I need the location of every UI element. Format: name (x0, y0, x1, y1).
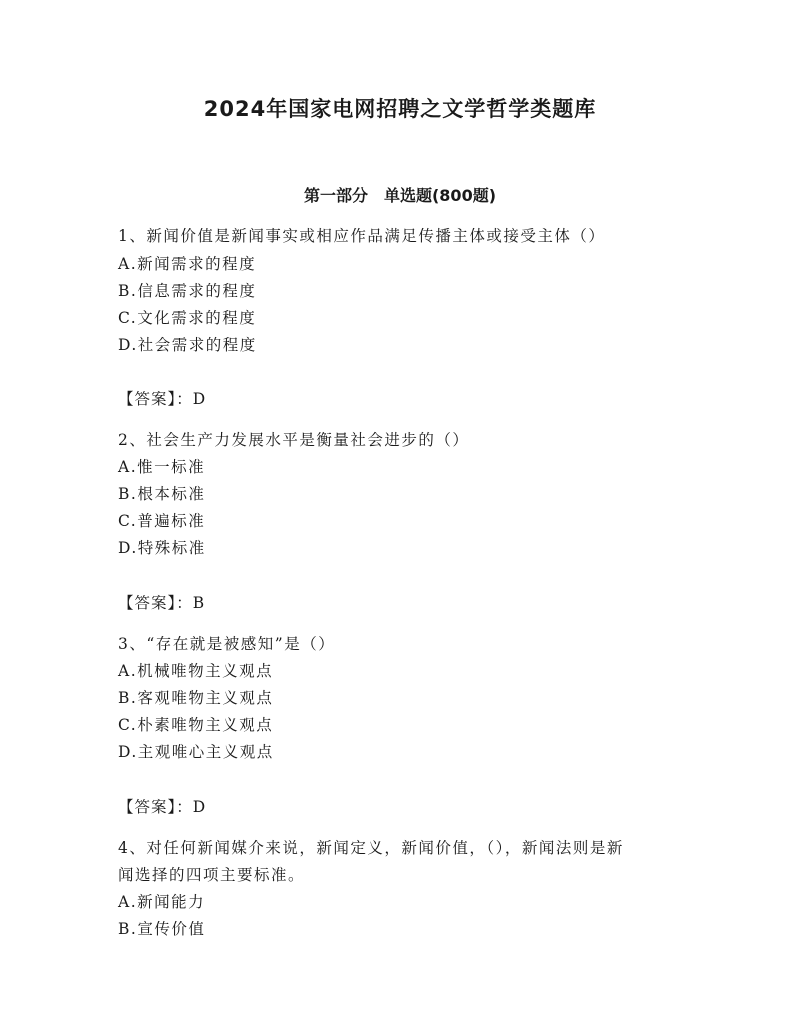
option-b: B.宣传价值 (118, 920, 206, 938)
option-d: D.主观唯心主义观点 (118, 743, 274, 761)
option-b: B.客观唯物主义观点 (118, 689, 274, 707)
question-stem-continued: 闻选择的四项主要标准。 (118, 866, 306, 884)
question-stem: 1、新闻价值是新闻事实或相应作品满足传播主体或接受主体（） (118, 227, 606, 245)
answer-label: 【答案】：B (118, 594, 206, 612)
option-d: D.社会需求的程度 (118, 336, 257, 354)
document-title: 2024年国家电网招聘之文学哲学类题库 (203, 97, 597, 121)
option-c: C.朴素唯物主义观点 (118, 716, 274, 734)
option-a: A.惟一标准 (118, 458, 206, 476)
option-b: B.信息需求的程度 (118, 282, 257, 300)
option-b: B.根本标准 (118, 485, 206, 503)
option-a: A.机械唯物主义观点 (118, 662, 274, 680)
answer-label: 【答案】：D (118, 798, 207, 816)
section-heading: 第一部分 单选题(800题) (303, 186, 497, 205)
option-a: A.新闻需求的程度 (118, 255, 257, 273)
option-c: C.普遍标准 (118, 512, 206, 530)
option-a: A.新闻能力 (118, 893, 206, 911)
question-stem: 2、社会生产力发展水平是衡量社会进步的（） (118, 431, 470, 449)
question-stem: 3、“存在就是被感知”是（） (118, 635, 336, 653)
option-d: D.特殊标准 (118, 539, 206, 557)
question-stem: 4、对任何新闻媒介来说，新闻定义，新闻价值，（），新闻法则是新 (118, 839, 624, 857)
option-c: C.文化需求的程度 (118, 309, 257, 327)
answer-label: 【答案】：D (118, 390, 207, 408)
